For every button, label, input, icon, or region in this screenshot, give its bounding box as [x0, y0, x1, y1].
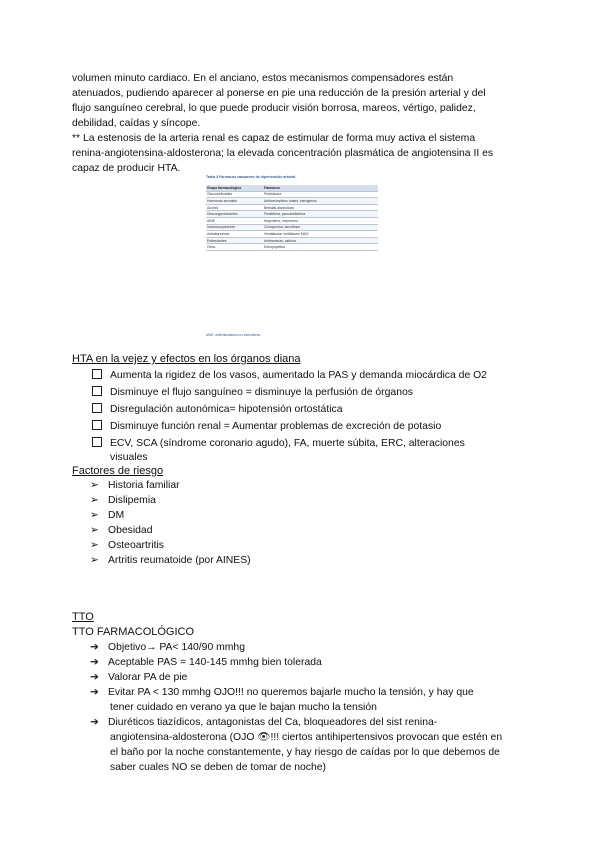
- list-item-label: Diuréticos tiazídicos, antagonistas del Ca, bloqueadores del sist renina-: [108, 717, 438, 728]
- table-cell: Fenilefrina, pseudoefedrina: [263, 211, 378, 218]
- table-cell: AINE: [206, 217, 263, 224]
- table-cell: Prednisona: [263, 191, 378, 198]
- table-cell: Descongestionantes: [206, 211, 263, 218]
- list-item-label: Artritis reumatoide (por AINES): [108, 555, 251, 566]
- arrow-bullet-icon: ➔: [90, 642, 99, 653]
- section-heading-hta-vejez: HTA en la vejez y efectos en los órganos diana: [72, 353, 301, 365]
- list-item-continuation: saber cuales NO se deben de tomar de noche): [110, 762, 327, 773]
- list-item-label: Historia familiar: [108, 480, 180, 491]
- table-row: [206, 224, 378, 231]
- checkbox-icon[interactable]: [92, 369, 102, 379]
- checklist-continuation: visuales: [110, 452, 148, 463]
- table-cell: Anfetaminas, cafeína: [263, 237, 378, 244]
- arrow-bullet-icon: ➔: [90, 717, 99, 728]
- figure-caption: Tabla 3 Fármacos causantes de hipertensión arterial: [206, 175, 296, 179]
- checklist-item[interactable]: [92, 385, 413, 400]
- checklist-label: Disminuye función renal = Aumentar problemas de excreción de potasio: [110, 421, 442, 432]
- intro-line: renina-angiotensina-aldosterona; la elevada concentración plasmática de angiotensina II es: [72, 148, 494, 159]
- checklist-item[interactable]: [92, 368, 487, 383]
- list-item: [90, 553, 251, 568]
- list-item-label: Dislipemia: [108, 495, 156, 506]
- intro-line: ** La estenosis de la arteria renal es capaz de estimular de forma muy activa el sistema: [72, 133, 476, 144]
- intro-line: capaz de producir HTA.: [72, 163, 181, 174]
- list-item-label: Objetivo→ PA< 140/90 mmhg: [108, 642, 245, 653]
- checklist-label: Disminuye el flujo sanguíneo = disminuye la perfusión de órganos: [110, 387, 413, 398]
- table-row: [206, 211, 378, 218]
- checklist-item[interactable]: [92, 419, 441, 434]
- list-item: [90, 670, 187, 685]
- table-row: [206, 244, 378, 251]
- table-row: [206, 231, 378, 238]
- table-header: Grupo farmacológico: [206, 185, 263, 191]
- arrowhead-bullet-icon: ➢: [90, 525, 99, 536]
- list-item-continuation: tener cuidado en verano ya que le bajan mucho la tensión: [110, 702, 377, 713]
- table-cell: Ibuprofeno, naproxeno: [263, 217, 378, 224]
- table-cell: Otros: [206, 244, 263, 251]
- arrowhead-bullet-icon: ➢: [90, 555, 99, 566]
- table-cell: Antidepresivos: [206, 231, 263, 238]
- drug-table-figure: [206, 175, 378, 347]
- list-item: [90, 655, 322, 670]
- checklist-label: ECV, SCA (síndrome coronario agudo), FA, muerte súbita, ERC, alteraciones: [110, 438, 465, 449]
- section-heading-tto: TTO: [72, 611, 94, 623]
- list-item: [90, 493, 156, 508]
- list-item: [90, 640, 245, 655]
- section-heading-factores: Factores de riesgo: [72, 465, 164, 477]
- table-cell: Bebidas alcohólicas: [263, 204, 378, 211]
- checklist-item[interactable]: [92, 402, 343, 417]
- figure-footnote: AINE: antiinflamatorios no esteroideos: [206, 333, 261, 337]
- list-item-label: Valorar PA de pie: [108, 672, 188, 683]
- checklist-item[interactable]: [92, 436, 465, 451]
- checklist-label: Aumenta la rigidez de los vasos, aumentado la PAS y demanda miocárdica de O2: [110, 370, 487, 381]
- table-cell: Ciclosporina, tacrolimus: [263, 224, 378, 231]
- list-item: [90, 523, 152, 538]
- list-item-label: DM: [108, 510, 125, 521]
- table-header: Fármacos: [263, 185, 378, 191]
- drug-table: [206, 185, 378, 251]
- intro-line: atenuados, pudiendo aparecer al ponerse en pie una reducción de la presión arterial y del: [72, 88, 486, 99]
- table-row: [206, 237, 378, 244]
- list-item-continuation: angiotensina-aldosterona (OJO 👁!!! ciertos antihipertensivos provocan que estén en: [110, 732, 503, 743]
- table-row: [206, 198, 378, 205]
- table-cell: Eritropoyetina: [263, 244, 378, 251]
- list-item-label: Obesidad: [108, 525, 153, 536]
- intro-line: debilidad, caídas y síncope.: [72, 118, 201, 129]
- checkbox-icon[interactable]: [92, 386, 102, 396]
- arrow-bullet-icon: ➔: [90, 657, 99, 668]
- list-item-label: Evitar PA < 130 mmhg OJO!!! no queremos bajarle mucho la tensión, y hay que: [108, 687, 474, 698]
- list-item: [90, 478, 180, 493]
- checklist-label: Disregulación autonómica= hipotensión ortostática: [110, 404, 343, 415]
- list-item: [90, 508, 124, 523]
- table-row: [206, 217, 378, 224]
- table-row: [206, 204, 378, 211]
- table-cell: Glucocorticoides: [206, 191, 263, 198]
- arrowhead-bullet-icon: ➢: [90, 495, 99, 506]
- table-cell: Inmunosupresores: [206, 224, 263, 231]
- checkbox-icon[interactable]: [92, 437, 102, 447]
- arrowhead-bullet-icon: ➢: [90, 510, 99, 521]
- list-item-continuation: el baño por la noche constantemente, y hay riesgo de caídas por lo que debemos de: [110, 747, 500, 758]
- list-item-label: Osteoartritis: [108, 540, 165, 551]
- arrowhead-bullet-icon: ➢: [90, 480, 99, 491]
- list-item: [90, 538, 164, 553]
- checkbox-icon[interactable]: [92, 403, 102, 413]
- checkbox-icon[interactable]: [92, 420, 102, 430]
- section-subheading-tto-farmacologico: TTO FARMACOLÓGICO: [72, 626, 195, 638]
- intro-line: flujo sanguíneo cerebral, lo que puede producir visión borrosa, mareos, vértigo, palidez,: [72, 103, 476, 114]
- table-cell: Estimulantes: [206, 237, 263, 244]
- table-cell: Venlafaxina, inhibidores MAO: [263, 231, 378, 238]
- arrowhead-bullet-icon: ➢: [90, 540, 99, 551]
- table-cell: Anticonceptivos orales, estrógenos: [263, 198, 378, 205]
- arrow-bullet-icon: ➔: [90, 672, 99, 683]
- arrow-bullet-icon: ➔: [90, 687, 99, 698]
- list-item-label: Aceptable PAS = 140-145 mmhg bien tolerada: [108, 657, 322, 668]
- table-cell: Hormonas sexuales: [206, 198, 263, 205]
- list-item: [90, 715, 437, 730]
- intro-line: volumen minuto cardiaco. En el anciano, estos mecanismos compensadores están: [72, 73, 454, 84]
- list-item: [90, 685, 474, 700]
- table-row: [206, 191, 378, 198]
- table-cell: Alcohol: [206, 204, 263, 211]
